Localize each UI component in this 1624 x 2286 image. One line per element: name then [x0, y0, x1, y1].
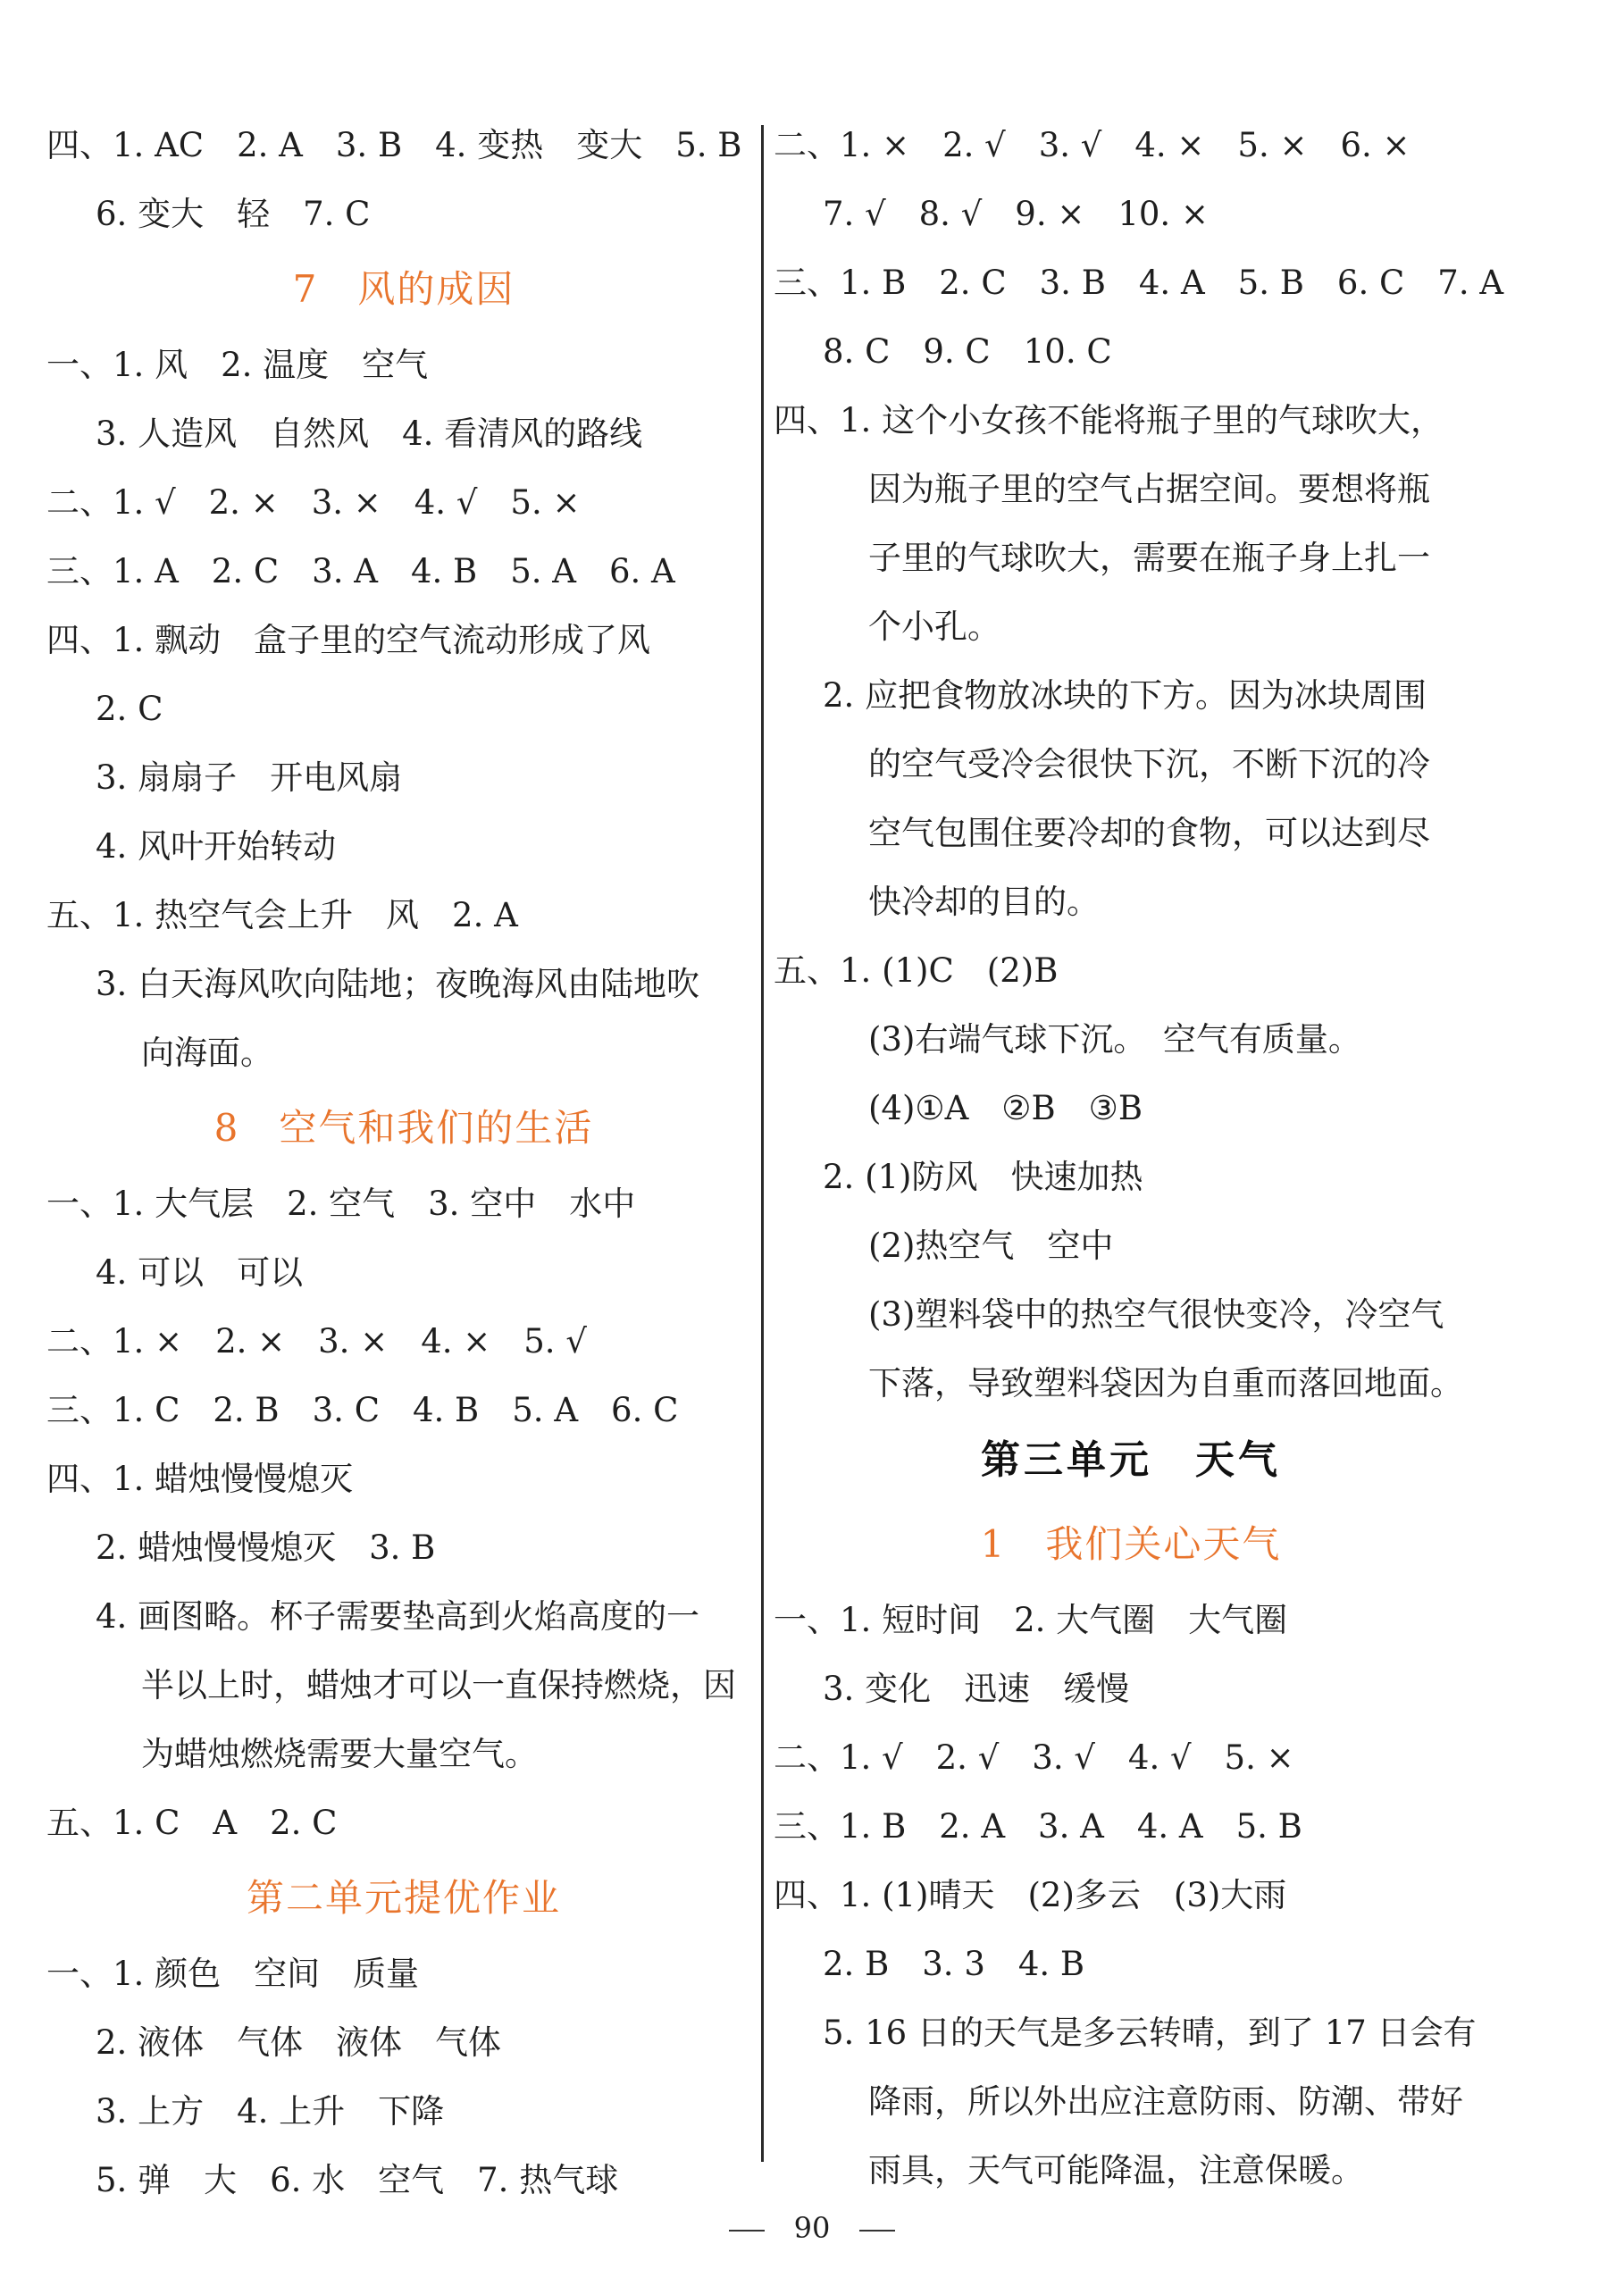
- answer-line: 3. 上方 4. 上升 下降: [96, 2092, 445, 2131]
- answer-line: 5. 16 日的天气是多云转晴，到了 17 日会有: [823, 2014, 1477, 2052]
- answer-line: 4. 风叶开始转动: [96, 827, 337, 866]
- section-heading: 第二单元提优作业: [246, 1876, 561, 1920]
- answer-line: 雨具，天气可能降温，注意保暖。: [868, 2151, 1364, 2190]
- answer-line: 个小孔。: [868, 607, 1000, 646]
- left-column: [46, 111, 761, 2215]
- answer-line: 三、1. A 2. C 3. A 4. B 5. A 6. A: [46, 552, 675, 590]
- answer-line: 二、1. √ 2. × 3. × 4. √ 5. ×: [46, 483, 581, 522]
- answer-line: 因为瓶子里的空气占据空间。要想将瓶: [868, 470, 1430, 508]
- answer-line: 二、1. √ 2. √ 3. √ 4. √ 5. ×: [774, 1738, 1294, 1777]
- answer-line: 五、1. 热空气会上升 风 2. A: [46, 896, 518, 934]
- answer-line: 2. 蜡烛慢慢熄灭 3. B: [96, 1528, 436, 1567]
- answer-line: 快冷却的目的。: [868, 883, 1100, 921]
- answer-line: 三、1. B 2. C 3. B 4. A 5. B 6. C 7. A: [774, 264, 1504, 302]
- answer-line: 3. 扇扇子 开电风扇: [96, 758, 403, 797]
- answer-line: 五、1. (1)C (2)B: [774, 951, 1059, 990]
- answer-line: (3)塑料袋中的热空气很快变冷，冷空气: [868, 1295, 1444, 1334]
- answer-line: 2. (1)防风 快速加热: [823, 1158, 1143, 1196]
- column-divider: [761, 125, 764, 2162]
- answer-line: 降雨，所以外出应注意防雨、防潮、带好: [868, 2082, 1463, 2121]
- section-heading: 8 空气和我们的生活: [213, 1106, 594, 1150]
- answer-line: 6. 变大 轻 7. C: [96, 195, 371, 233]
- answer-line: 四、1. 蜡烛慢慢熄灭: [46, 1460, 354, 1498]
- page-footer: [0, 2211, 1624, 2245]
- answer-line: 空气包围住要冷却的食物，可以达到尽: [868, 814, 1430, 852]
- answer-line: 5. 弹 大 6. 水 空气 7. 热气球: [96, 2161, 619, 2199]
- footer-dash-right: [859, 2230, 895, 2232]
- answer-line: 2. 应把食物放冰块的下方。因为冰块周围: [823, 676, 1427, 715]
- answer-line: 7. √ 8. √ 9. × 10. ×: [823, 195, 1209, 233]
- answer-line: 一、1. 风 2. 温度 空气: [46, 346, 429, 384]
- answer-line: 子里的气球吹大，需要在瓶子身上扎一: [868, 539, 1430, 577]
- unit-heading: 第三单元 天气: [981, 1437, 1281, 1483]
- answer-line: 2. C: [96, 690, 163, 728]
- answer-line: (4)①A ②B ③B: [868, 1089, 1143, 1127]
- answer-line: 为蜡烛燃烧需要大量空气。: [141, 1735, 538, 1773]
- answer-line: 二、1. × 2. √ 3. √ 4. × 5. × 6. ×: [774, 126, 1411, 164]
- answer-line: 四、1. (1)晴天 (2)多云 (3)大雨: [774, 1876, 1287, 1914]
- answer-line: 4. 画图略。杯子需要垫高到火焰高度的一: [96, 1597, 700, 1636]
- answer-line: 3. 白天海风吹向陆地；夜晚海风由陆地吹: [96, 965, 700, 1003]
- answer-line: (2)热空气 空中: [868, 1227, 1114, 1265]
- footer-dash-left: [729, 2230, 765, 2232]
- answer-line: 8. C 9. C 10. C: [823, 332, 1112, 371]
- answer-line: 下落，导致塑料袋因为自重而落回地面。: [868, 1364, 1463, 1403]
- right-column: [774, 111, 1504, 2205]
- answer-line: 一、1. 短时间 2. 大气圈 大气圈: [774, 1601, 1288, 1639]
- section-heading: 7 风的成因: [292, 267, 515, 311]
- page-number: 90: [793, 2211, 831, 2245]
- answer-line: 三、1. B 2. A 3. A 4. A 5. B: [774, 1807, 1302, 1846]
- answer-line: 3. 人造风 自然风 4. 看清风的路线: [96, 414, 643, 453]
- answer-line: 2. B 3. 3 4. B: [823, 1945, 1085, 1983]
- answer-line: 四、1. 飘动 盒子里的空气流动形成了风: [46, 621, 651, 659]
- answer-line: 四、1. AC 2. A 3. B 4. 变热 变大 5. B: [46, 126, 742, 164]
- answer-line: 四、1. 这个小女孩不能将瓶子里的气球吹大，: [774, 401, 1444, 440]
- answer-line: 的空气受冷会很快下沉，不断下沉的冷: [868, 745, 1430, 783]
- section-heading: 1 我们关心天气: [980, 1522, 1282, 1566]
- answer-line: 向海面。: [141, 1034, 273, 1072]
- answer-line: 五、1. C A 2. C: [46, 1804, 338, 1842]
- answer-line: 3. 变化 迅速 缓慢: [823, 1670, 1130, 1708]
- answer-line: 一、1. 大气层 2. 空气 3. 空中 水中: [46, 1185, 636, 1223]
- answer-line: (3)右端气球下沉。 空气有质量。: [868, 1020, 1361, 1059]
- answer-line: 二、1. × 2. × 3. × 4. × 5. √: [46, 1322, 587, 1361]
- answer-line: 半以上时，蜡烛才可以一直保持燃烧，因: [141, 1666, 736, 1704]
- answer-line: 三、1. C 2. B 3. C 4. B 5. A 6. C: [46, 1391, 679, 1429]
- answer-line: 2. 液体 气体 液体 气体: [96, 2023, 502, 2062]
- answer-line: 4. 可以 可以: [96, 1253, 304, 1292]
- answer-line: 一、1. 颜色 空间 质量: [46, 1955, 420, 1993]
